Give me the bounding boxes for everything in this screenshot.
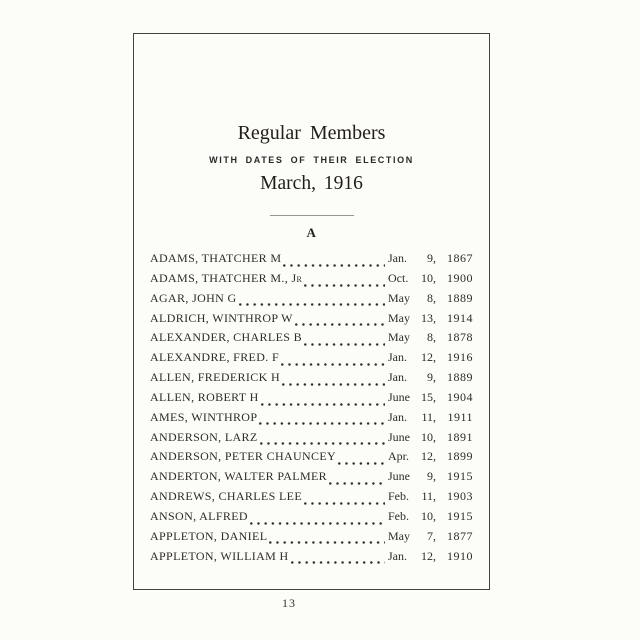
member-name: AGAR, JOHN G — [150, 290, 237, 305]
member-election-year: 1899 — [447, 449, 473, 464]
member-election-month: Jan. — [388, 251, 407, 265]
member-row — [150, 469, 473, 489]
page-frame — [133, 33, 490, 590]
member-row — [150, 311, 473, 331]
member-row — [150, 430, 473, 450]
member-election-day: 11, — [421, 489, 436, 504]
member-name: ALLEN, ROBERT H — [150, 389, 259, 404]
member-name: ANSON, ALFRED — [150, 508, 248, 523]
member-election-day: 9, — [427, 469, 436, 484]
member-election-month: Jan. — [388, 548, 407, 563]
member-row — [150, 350, 473, 370]
member-election-month: Apr. — [388, 449, 409, 464]
member-name: ANDERSON, LARZ — [150, 429, 258, 444]
member-election-year: 1867 — [447, 251, 473, 265]
member-name: ALEXANDRE, FRED. F — [150, 350, 279, 365]
dotted-leader — [304, 284, 385, 287]
dotted-leader — [281, 363, 385, 366]
member-election-day: 9, — [427, 370, 436, 385]
member-name: ALDRICH, WINTHROP W — [150, 310, 293, 325]
member-election-year: 1891 — [447, 429, 473, 444]
member-election-day: 9, — [427, 251, 436, 265]
dotted-leader — [304, 502, 385, 505]
member-name: AMES, WINTHROP — [150, 409, 258, 424]
member-election-month: June — [388, 429, 410, 444]
member-election-month: Jan. — [388, 409, 407, 424]
member-name: APPLETON, DANIEL — [150, 528, 268, 543]
member-election-month: June — [388, 389, 410, 404]
member-election-month: Jan. — [388, 350, 407, 365]
member-row — [150, 370, 473, 390]
member-election-month: Feb. — [388, 508, 409, 523]
dotted-leader — [338, 462, 385, 465]
dotted-leader — [283, 264, 385, 267]
page-subtitle: WITH DATES OF THEIR ELECTION — [209, 155, 414, 165]
member-election-month: May — [388, 290, 410, 305]
dotted-leader — [282, 383, 385, 386]
dotted-leader — [260, 442, 385, 445]
dotted-leader — [259, 422, 385, 425]
page-number: 13 — [282, 596, 296, 610]
member-election-day: 15, — [421, 389, 436, 404]
section-letter: A — [306, 225, 317, 240]
member-election-year: 1911 — [447, 409, 473, 424]
member-election-day: 10, — [421, 508, 436, 523]
election-date-heading: March, 1916 — [260, 173, 363, 194]
member-election-month: June — [388, 469, 410, 484]
member-election-day: 11, — [421, 409, 436, 424]
member-row — [150, 449, 473, 469]
dotted-leader — [250, 522, 385, 525]
member-election-month: May — [388, 310, 410, 325]
member-row — [150, 271, 473, 291]
member-election-month: Jan. — [388, 370, 407, 385]
member-name: ADAMS, THATCHER M., Jr — [150, 270, 303, 285]
member-election-year: 1904 — [447, 389, 473, 404]
member-election-year: 1914 — [447, 310, 473, 325]
member-election-year: 1915 — [447, 508, 473, 523]
member-name: ANDREWS, CHARLES LEE — [150, 489, 302, 504]
member-election-year: 1903 — [447, 489, 473, 504]
member-election-year: 1916 — [447, 350, 473, 365]
member-election-month: Oct. — [388, 270, 409, 285]
dotted-leader — [295, 323, 385, 326]
dotted-leader — [291, 561, 385, 564]
member-election-day: 13, — [421, 310, 436, 325]
member-name: ALLEN, FREDERICK H — [150, 370, 280, 385]
member-election-day: 8, — [427, 290, 436, 305]
member-election-day: 12, — [421, 449, 436, 464]
member-name: ADAMS, THATCHER M — [150, 251, 282, 265]
member-row — [150, 251, 473, 271]
member-election-day: 10, — [421, 429, 436, 444]
member-name: ANDERTON, WALTER PALMER — [150, 469, 328, 484]
member-name: ANDERSON, PETER CHAUNCEY — [150, 449, 337, 464]
member-row — [150, 509, 473, 529]
member-election-year: 1889 — [447, 290, 473, 305]
page-title: Regular Members — [237, 122, 386, 144]
member-election-day: 8, — [427, 330, 436, 345]
member-row — [150, 489, 473, 509]
dotted-leader — [239, 303, 385, 306]
member-election-year: 1915 — [447, 469, 473, 484]
member-election-year: 1900 — [447, 270, 473, 285]
member-row — [150, 529, 473, 549]
member-name: ALEXANDER, CHARLES B — [150, 330, 303, 345]
member-election-month: May — [388, 528, 410, 543]
member-election-year: 1878 — [447, 330, 473, 345]
member-name: APPLETON, WILLIAM H — [150, 548, 289, 563]
member-election-month: May — [388, 330, 410, 345]
member-election-day: 10, — [421, 270, 436, 285]
member-row — [150, 291, 473, 311]
member-election-day: 12, — [421, 350, 436, 365]
member-election-year: 1889 — [447, 370, 473, 385]
member-list — [134, 251, 489, 569]
dotted-leader — [261, 403, 385, 406]
dotted-leader — [304, 343, 385, 346]
member-election-day: 7, — [427, 528, 436, 543]
member-election-month: Feb. — [388, 489, 409, 504]
member-row — [150, 549, 473, 569]
member-election-year: 1877 — [447, 528, 473, 543]
member-election-day: 12, — [421, 548, 436, 563]
member-row — [150, 330, 473, 350]
member-row — [150, 410, 473, 430]
dotted-leader — [269, 541, 385, 544]
member-election-year: 1910 — [447, 548, 473, 563]
member-row — [150, 390, 473, 410]
dotted-leader — [329, 482, 385, 485]
section-divider-rule — [270, 215, 354, 216]
